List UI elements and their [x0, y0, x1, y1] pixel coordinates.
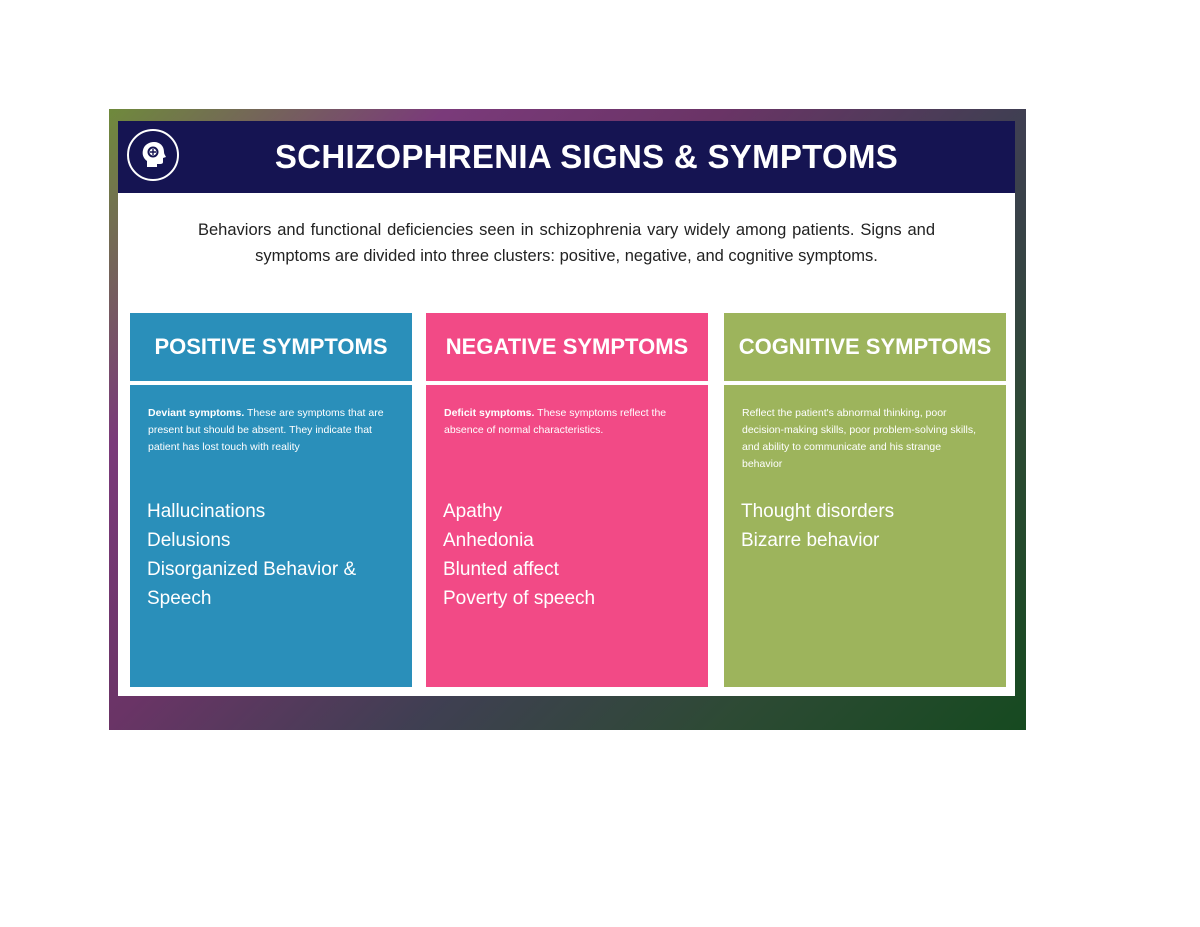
- cognitive-symptoms-column: [724, 313, 1006, 687]
- list-item: Hallucinations: [147, 501, 266, 522]
- header-bar: [118, 121, 1015, 193]
- description-lead: Deficit symptoms.: [444, 407, 535, 419]
- positive-symptoms-column: [130, 313, 412, 687]
- list-item: Anhedonia: [443, 530, 534, 551]
- list-item: Delusions: [147, 530, 231, 551]
- column-description: [148, 405, 388, 456]
- list-item: Blunted affect: [443, 559, 559, 580]
- column-title: COGNITIVE SYMPTOMS: [724, 313, 1006, 381]
- infographic-card: [118, 121, 1015, 696]
- list-item: Apathy: [443, 501, 503, 522]
- list-item: Thought disorders: [741, 501, 895, 522]
- symptom-list: [443, 497, 693, 613]
- column-title: POSITIVE SYMPTOMS: [130, 313, 412, 381]
- list-item: Speech: [147, 588, 212, 609]
- description-text: These are symptoms that are present but should be absent. They indicate that patient has lost touch with reality: [148, 407, 384, 453]
- column-body: [426, 385, 708, 687]
- page-title: SCHIZOPHRENIA SIGNS & SYMPTOMS: [274, 138, 899, 175]
- column-description: [742, 405, 982, 473]
- column-title: NEGATIVE SYMPTOMS: [426, 313, 708, 381]
- symptom-list: [741, 497, 991, 555]
- column-body: [130, 385, 412, 687]
- description-lead: Deviant symptoms.: [148, 407, 245, 419]
- column-body: [724, 385, 1006, 687]
- description-text: These symptoms reflect the absence of normal characteristics.: [444, 407, 667, 436]
- list-item: Bizarre behavior: [741, 530, 880, 551]
- column-description: [444, 405, 684, 439]
- negative-symptoms-column: [426, 313, 708, 687]
- list-item: Disorganized Behavior &: [147, 559, 357, 580]
- symptom-list: [147, 497, 397, 613]
- description-text: Reflect the patient's abnormal thinking, poor decision-making skills, poor problem-solving skills, and ability to communicate and his strange behavior: [742, 407, 976, 470]
- list-item: Poverty of speech: [443, 588, 596, 609]
- intro-text: Behaviors and functional deficiencies seen in schizophrenia vary widely among patients. Signs and symptoms are divided into three clusters: positive, negative, and cognitive symptoms.: [198, 221, 935, 265]
